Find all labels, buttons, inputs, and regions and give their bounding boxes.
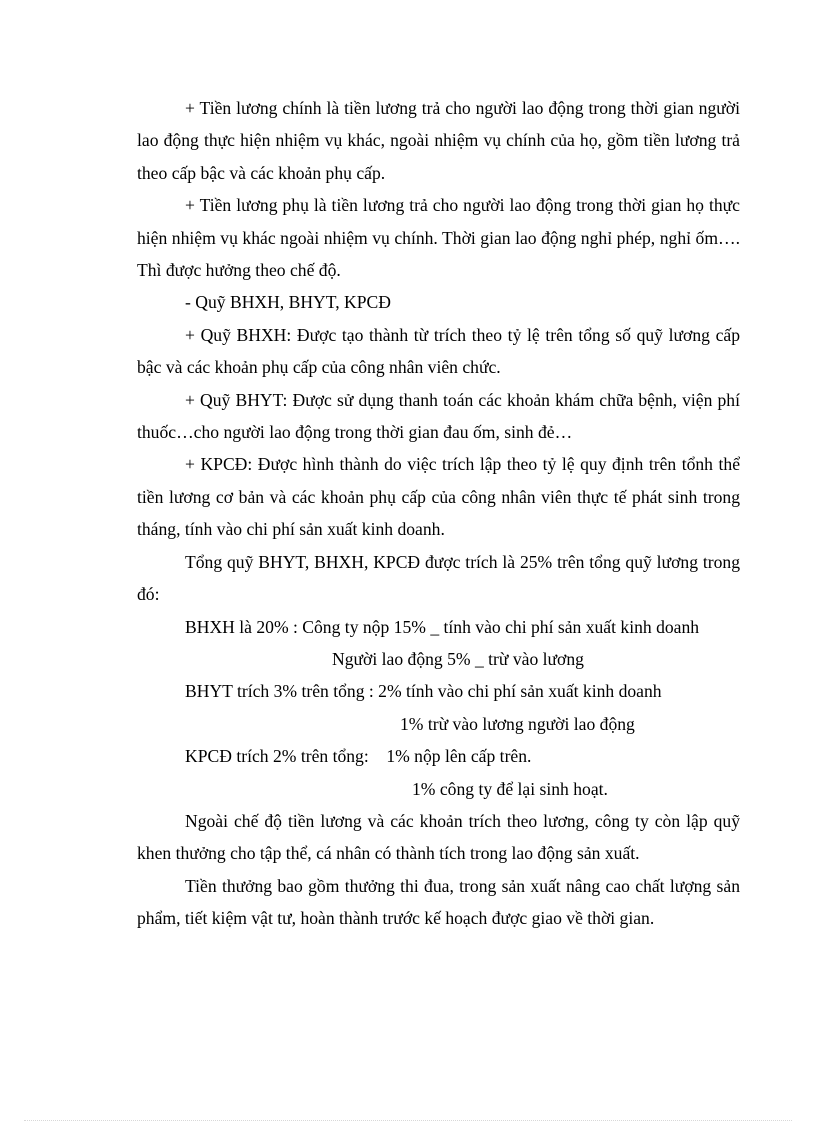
line-kpcd-company-share: 1% công ty để lại sinh hoạt. xyxy=(412,778,608,799)
paragraph-main-salary: + Tiền lương chính là tiền lương trả cho người lao động trong thời gian người lao động thực hiện nhiệm vụ khác, ngoài nhiệm vụ chính của họ, gồm tiền lương trả theo cấp bậc và các khoản phụ cấp. xyxy=(137,98,740,183)
line-kpcd-rate: KPCĐ trích 2% trên tổng: 1% nộp lên cấp trên. xyxy=(185,746,532,767)
line-bhyt-worker-share: 1% trừ vào lương người lao động xyxy=(400,713,635,734)
paragraph-bonus-fund: Ngoài chế độ tiền lương và các khoản trích theo lương, công ty còn lập quỹ khen thưởng cho tập thể, cá nhân có thành tích trong lao động sản xuất. xyxy=(137,810,740,864)
line-worker-share: Người lao động 5% _ trừ vào lương xyxy=(332,648,584,669)
paragraph-kpcd-fund: + KPCĐ: Được hình thành do việc trích lập theo tỷ lệ quy định trên tổnh thể tiền lương cơ bản và các khoản phụ cấp của công nhân viên thực tế phát sinh trong tháng, tính vào chi phí sản xuất kinh doanh. xyxy=(137,454,740,540)
paragraph-bhyt-fund: + Quỹ BHYT: Được sử dụng thanh toán các khoản khám chữa bệnh, viện phí thuốc…cho người lao động trong thời gian đau ốm, sinh đẻ… xyxy=(137,389,740,443)
paragraph-bhxh-rate: BHXH là 20% : Công ty nộp 15% _ tính vào chi phí sản xuất kinh doanh xyxy=(185,616,700,637)
heading-insurance-funds: - Quỹ BHXH, BHYT, KPCĐ xyxy=(185,292,391,313)
document-page xyxy=(137,92,740,935)
paragraph-supplementary-salary: + Tiền lương phụ là tiền lương trả cho người lao động trong thời gian họ thực hiện nhiệm vụ khác ngoài nhiệm vụ chính. Thời gian lao động nghỉ phép, nghỉ ốm…. Thì được hưởng theo chế độ. xyxy=(137,195,740,281)
paragraph-total-funds: Tổng quỹ BHYT, BHXH, KPCĐ được trích là 25% trên tổng quỹ lương trong đó: xyxy=(137,551,740,605)
paragraph-bonus-types: Tiền thưởng bao gồm thưởng thi đua, trong sản xuất nâng cao chất lượng sản phẩm, tiết kiệm vật tư, hoàn thành trước kế hoạch được giao về thời gian. xyxy=(137,875,740,929)
page-bottom-rule xyxy=(24,1120,792,1121)
paragraph-bhxh-fund: + Quỹ BHXH: Được tạo thành từ trích theo tỷ lệ trên tổng số quỹ lương cấp bậc và các khoản phụ cấp của công nhân viên chức. xyxy=(137,324,740,378)
line-bhyt-rate: BHYT trích 3% trên tổng : 2% tính vào chi phí sản xuất kinh doanh xyxy=(185,681,662,702)
